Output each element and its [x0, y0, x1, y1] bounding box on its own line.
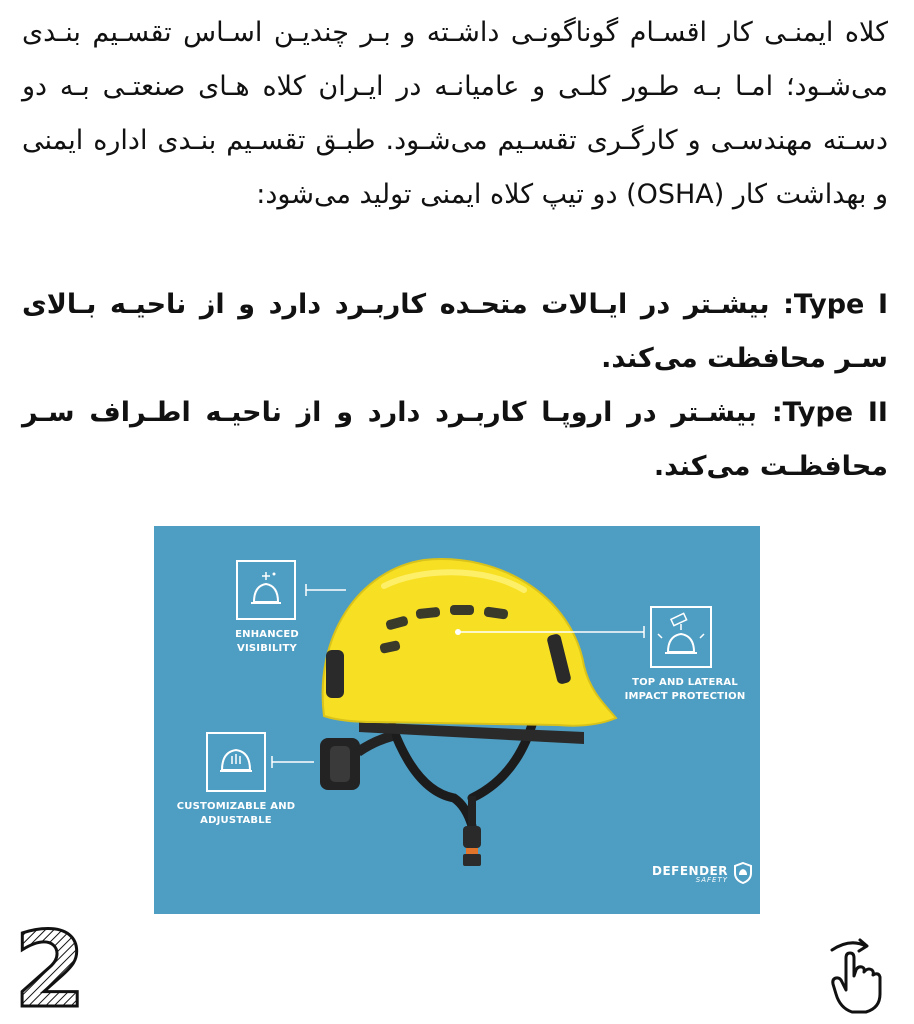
- enhanced-visibility-label: ENHANCED VISIBILITY: [235, 629, 299, 654]
- helmet-product-image: [154, 526, 760, 914]
- type-1-description: : بیشـتر در ایـالات متحـده کاربـرد دارد و از ناحیـه بـالای سـر محافظت می‌کند.: [22, 289, 888, 374]
- brand-sub: SAFETY: [695, 876, 728, 884]
- helmet-types-list: [22, 278, 888, 494]
- helmet-impact-icon: [652, 608, 710, 666]
- article-text: [22, 6, 888, 494]
- svg-text:2: 2: [13, 922, 87, 1014]
- brand-logo: [652, 864, 728, 884]
- type-1-name: Type I: [793, 289, 888, 320]
- customizable-label: CUSTOMIZABLE AND ADJUSTABLE: [176, 801, 296, 826]
- swipe-hand-icon[interactable]: [826, 936, 890, 1016]
- type-2-name: Type II: [782, 397, 888, 428]
- type-2-item: [22, 386, 888, 494]
- helmet-sparkle-icon: [238, 562, 294, 618]
- intro-paragraph: کلاه ایمنـی کار اقسـام گوناگونـی داشـته و بـر چندیـن اسـاس تقسـیم بنـدی می‌شـود؛ امـا بـه طـور کلـی و عامیانـه در ایـران کلاه هـای صنعتـی بـه دو دسـته مهندسـی و کارگـری تقسـیم می‌شـود. طبـق تقسـیم بنـدی اداره ایمنی و بهداشت کار (OSHA) دو تیپ کلاه ایمنی تولید می‌شود:: [22, 17, 888, 210]
- type-2-description: : بیشـتر در اروپـا کاربـرد دارد و از ناحیـه اطـراف سـر محافظـت می‌کند.: [22, 397, 888, 482]
- enhanced-visibility-badge: [236, 560, 296, 620]
- helmet-adjust-icon: [208, 734, 264, 790]
- page-number: [10, 922, 90, 1014]
- customizable-badge: [206, 732, 266, 792]
- shield-icon: [734, 862, 752, 884]
- impact-protection-badge: [650, 606, 712, 668]
- brand-name: DEFENDER: [652, 864, 728, 878]
- type-1-item: [22, 278, 888, 386]
- impact-protection-label: TOP AND LATERAL IMPACT PROTECTION: [624, 677, 746, 702]
